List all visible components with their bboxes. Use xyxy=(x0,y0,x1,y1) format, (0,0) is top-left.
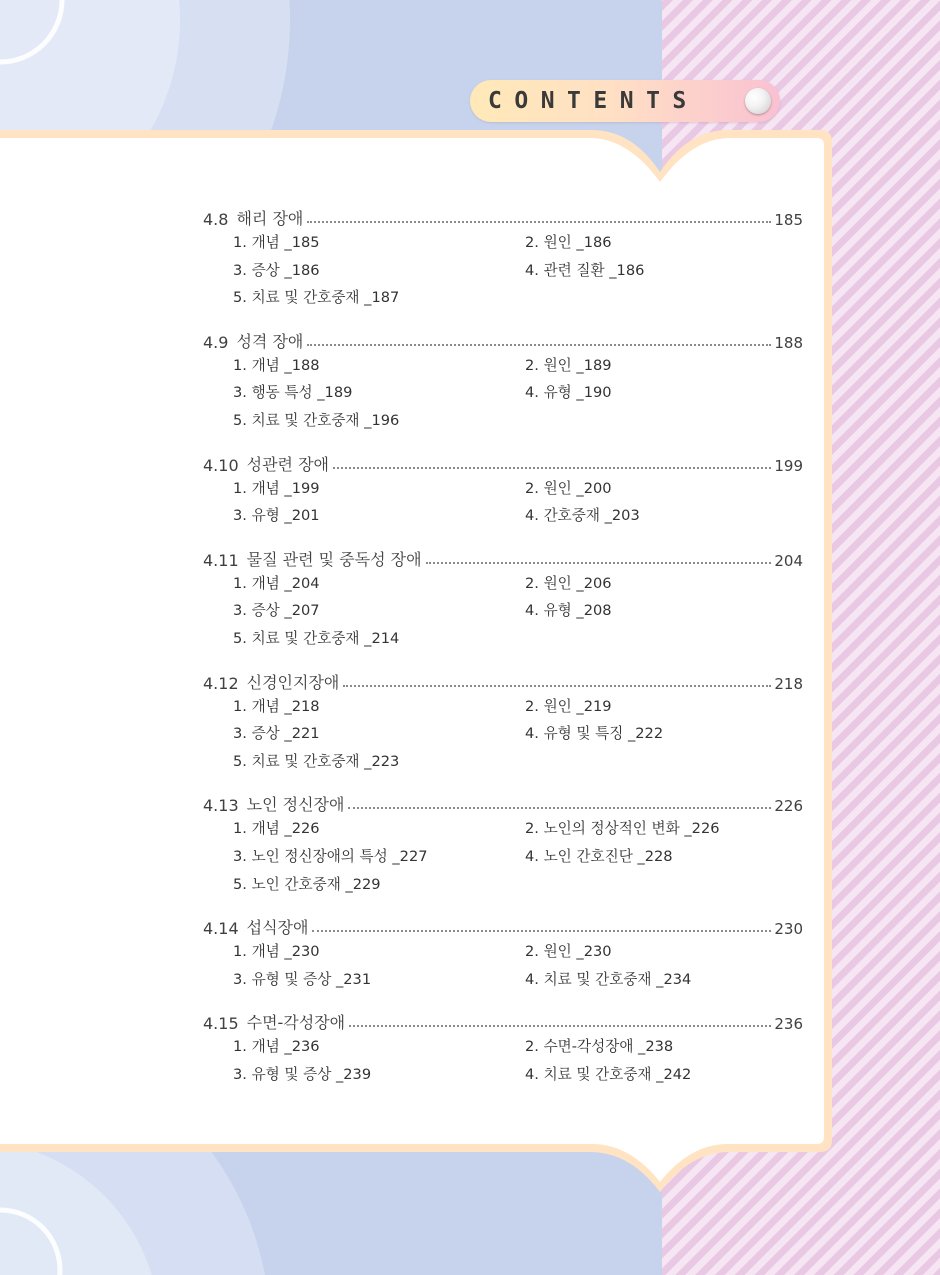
section-heading[interactable] xyxy=(203,667,803,693)
subsection-entry[interactable]: 4. 간호중재 _203 xyxy=(525,507,640,525)
subsection-entry[interactable]: 2. 원인 _186 xyxy=(525,234,612,251)
toc-section xyxy=(203,449,803,530)
contents-badge xyxy=(470,80,780,122)
section-heading[interactable] xyxy=(203,544,803,570)
subsection-entry[interactable]: 1. 개념 _218 xyxy=(233,697,320,715)
section-number: 4.14 xyxy=(203,919,239,939)
toc-section xyxy=(203,912,803,993)
toc-section xyxy=(203,544,803,653)
section-number: 4.10 xyxy=(203,455,239,475)
subsection-entry[interactable]: 1. 개념 _226 xyxy=(233,820,320,838)
subsection-entry[interactable]: 2. 노인의 정상적인 변화 _226 xyxy=(525,820,720,838)
toc-section xyxy=(203,667,803,776)
subsection-list xyxy=(233,938,803,993)
subsection-entry[interactable]: 4. 관련 질환 _186 xyxy=(525,261,645,279)
table-of-contents xyxy=(203,203,803,1102)
section-number: 4.8 xyxy=(203,210,229,229)
subsection-entry[interactable]: 3. 유형 및 증상 _239 xyxy=(233,1065,372,1083)
dot-leader xyxy=(348,807,771,809)
section-heading[interactable] xyxy=(203,449,803,475)
subsection-list xyxy=(233,1033,803,1088)
section-number: 4.15 xyxy=(203,1014,239,1034)
section-heading[interactable] xyxy=(203,789,803,815)
pearl-ball-icon xyxy=(745,88,771,114)
subsection-list xyxy=(233,815,803,898)
subsection-entry[interactable]: 1. 개념 _188 xyxy=(233,356,320,374)
section-title: 신경인지장애 xyxy=(246,672,340,692)
subsection-entry[interactable]: 5. 치료 및 간호중재 _187 xyxy=(233,289,400,307)
section-page-number: 218 xyxy=(774,674,803,693)
dot-leader xyxy=(343,685,771,687)
subsection-list xyxy=(233,352,803,435)
section-heading[interactable] xyxy=(203,912,803,938)
subsection-list xyxy=(233,229,803,312)
section-page-number: 230 xyxy=(774,920,803,939)
toc-section xyxy=(203,326,803,435)
section-heading[interactable] xyxy=(203,203,803,229)
subsection-entry[interactable]: 3. 증상 _221 xyxy=(233,725,320,743)
section-title: 수면-각성장애 xyxy=(246,1013,346,1033)
section-number: 4.9 xyxy=(203,332,229,352)
subsection-entry[interactable]: 2. 수면-각성장애 _238 xyxy=(525,1038,674,1056)
subsection-entry[interactable]: 2. 원인 _206 xyxy=(525,574,612,592)
subsection-list xyxy=(233,693,803,776)
subsection-entry[interactable]: 2. 원인 _219 xyxy=(525,697,612,715)
section-title: 성관련 장애 xyxy=(246,454,329,474)
subsection-entry[interactable]: 3. 증상 _186 xyxy=(233,261,320,279)
subsection-entry[interactable]: 1. 개념 _236 xyxy=(233,1038,320,1056)
subsection-entry[interactable]: 3. 행동 특성 _189 xyxy=(233,384,353,402)
section-page-number: 185 xyxy=(774,211,803,229)
subsection-entry[interactable]: 2. 원인 _189 xyxy=(525,356,612,374)
subsection-entry[interactable]: 5. 치료 및 간호중재 _214 xyxy=(233,629,400,647)
subsection-list xyxy=(233,475,803,530)
subsection-entry[interactable]: 5. 치료 및 간호중재 _223 xyxy=(233,752,400,770)
toc-section xyxy=(203,203,803,312)
subsection-entry[interactable]: 5. 치료 및 간호중재 _196 xyxy=(233,411,400,429)
toc-section xyxy=(203,1007,803,1088)
section-number: 4.12 xyxy=(203,673,239,693)
subsection-entry[interactable]: 4. 치료 및 간호중재 _242 xyxy=(525,1065,692,1083)
contents-title: CONTENTS xyxy=(488,88,699,114)
section-title: 노인 정신장애 xyxy=(246,795,345,815)
dot-leader xyxy=(426,562,772,564)
section-title: 섭식장애 xyxy=(246,918,309,938)
subsection-entry[interactable]: 2. 원인 _200 xyxy=(525,479,612,497)
subsection-entry[interactable]: 4. 유형 _190 xyxy=(525,384,612,402)
dot-leader xyxy=(312,930,771,932)
subsection-entry[interactable]: 3. 유형 _201 xyxy=(233,507,320,525)
dot-leader xyxy=(333,467,771,469)
section-title: 해리 장애 xyxy=(236,209,304,228)
section-title: 성격 장애 xyxy=(236,331,304,351)
subsection-entry[interactable]: 4. 노인 간호진단 _228 xyxy=(525,847,673,865)
section-page-number: 226 xyxy=(774,797,803,816)
subsection-entry[interactable]: 4. 치료 및 간호중재 _234 xyxy=(525,970,692,988)
subsection-list xyxy=(233,570,803,653)
section-title: 물질 관련 및 중독성 장애 xyxy=(246,549,422,569)
subsection-entry[interactable]: 5. 노인 간호중재 _229 xyxy=(233,875,381,893)
subsection-entry[interactable]: 3. 유형 및 증상 _231 xyxy=(233,970,372,988)
toc-section xyxy=(203,789,803,898)
subsection-entry[interactable]: 1. 개념 _230 xyxy=(233,943,320,961)
subsection-entry[interactable]: 4. 유형 및 특징 _222 xyxy=(525,725,664,743)
subsection-entry[interactable]: 3. 노인 정신장애의 특성 _227 xyxy=(233,847,428,865)
subsection-entry[interactable]: 1. 개념 _204 xyxy=(233,574,320,592)
section-page-number: 236 xyxy=(774,1015,803,1034)
section-page-number: 204 xyxy=(774,551,803,570)
subsection-entry[interactable]: 4. 유형 _208 xyxy=(525,602,612,620)
subsection-entry[interactable]: 1. 개념 _185 xyxy=(233,234,320,251)
dot-leader xyxy=(307,221,771,223)
section-page-number: 188 xyxy=(774,333,803,352)
subsection-entry[interactable]: 2. 원인 _230 xyxy=(525,943,612,961)
section-number: 4.13 xyxy=(203,796,239,816)
dot-leader xyxy=(349,1025,771,1027)
subsection-entry[interactable]: 1. 개념 _199 xyxy=(233,479,320,497)
section-page-number: 199 xyxy=(774,456,803,475)
section-heading[interactable] xyxy=(203,326,803,352)
section-heading[interactable] xyxy=(203,1007,803,1033)
section-number: 4.11 xyxy=(203,550,239,570)
dot-leader xyxy=(307,344,771,346)
subsection-entry[interactable]: 3. 증상 _207 xyxy=(233,602,320,620)
